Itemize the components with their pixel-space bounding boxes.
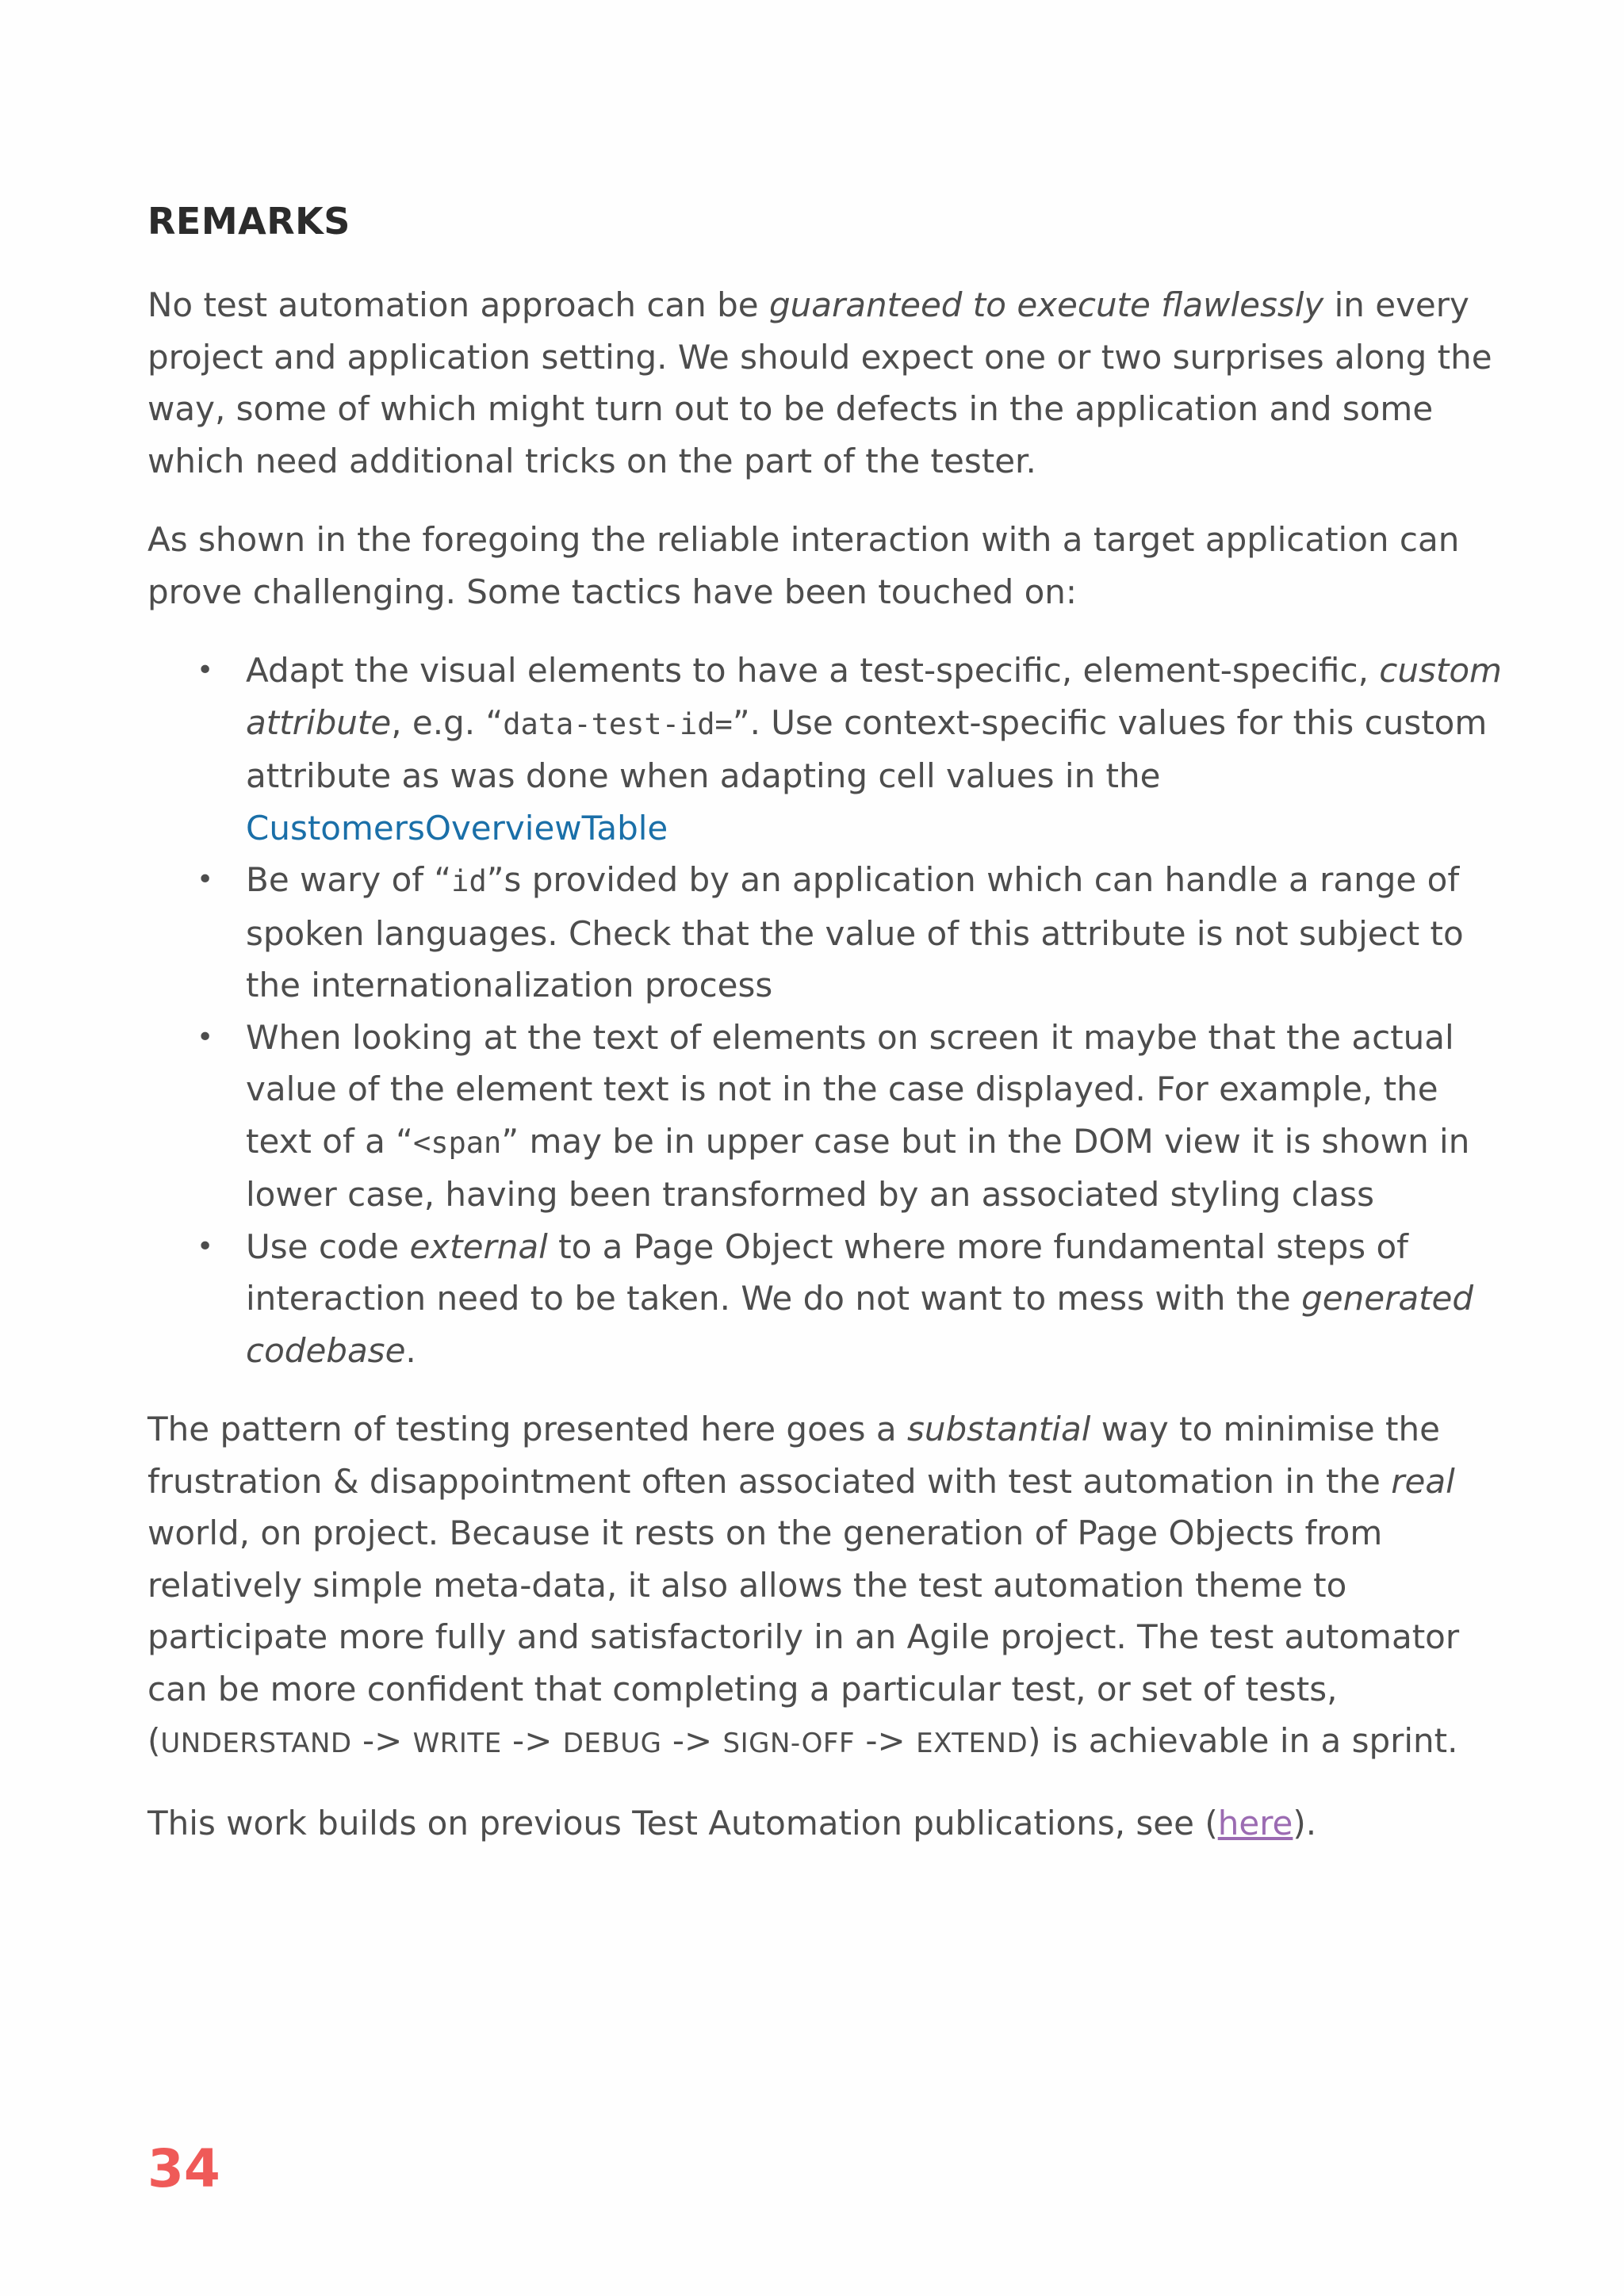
paragraph-pattern	[147, 1403, 1503, 1770]
text: to a Page Object where more fundamental steps of interaction need to be taken. We do not want to mess with the	[246, 1226, 1408, 1318]
emphasis: real	[1391, 1461, 1455, 1501]
text: , e.g. “	[391, 702, 504, 742]
step-extend: EXTEND	[916, 1728, 1028, 1759]
arrow: ->	[501, 1721, 563, 1760]
text: way to minimise the frustration & disappointment often associated with test automation in the	[147, 1410, 1440, 1501]
bullet-icon: •	[197, 654, 214, 687]
list-item	[147, 1221, 1503, 1377]
step-understand: UNDERSTAND	[160, 1728, 352, 1759]
text: No test automation approach can be	[147, 285, 769, 324]
text: This work builds on previous Test Automation publications, see (	[147, 1803, 1218, 1843]
text: ” may be in upper case but in the DOM view it is shown in lower case, having been transformed by an associated styling class	[246, 1121, 1470, 1214]
step-sign-off: SIGN-OFF	[722, 1728, 856, 1759]
publications-link[interactable]: here	[1217, 1803, 1293, 1843]
text: When looking at the text of elements on screen it maybe that the actual value of the element text is not in the case displayed. For example, the text of a “	[246, 1017, 1454, 1161]
page-content	[147, 198, 1503, 1876]
arrow: ->	[661, 1721, 723, 1760]
section-heading: REMARKS	[147, 200, 350, 243]
arrow: ->	[855, 1721, 917, 1760]
inline-code: data-test-id=	[503, 706, 733, 741]
emphasis: custom attribute	[246, 651, 1502, 742]
text: Be wary of “	[246, 860, 452, 899]
paragraph-publications	[147, 1797, 1503, 1850]
inline-code: id	[451, 864, 487, 898]
list-item	[147, 645, 1503, 854]
text: ) is achievable in a sprint.	[1028, 1721, 1458, 1760]
emphasis: generated codebase	[246, 1279, 1474, 1370]
paragraph-intro	[147, 279, 1503, 487]
emphasis: external	[409, 1226, 548, 1266]
text: ).	[1293, 1803, 1317, 1843]
text: .	[405, 1330, 416, 1370]
inline-code: <span	[412, 1125, 502, 1160]
text: ”s provided by an application which can handle a range of spoken languages. Check that the value of this attribute is not subject to the internationalization process	[246, 860, 1464, 1004]
bullet-icon: •	[197, 863, 214, 896]
text: The pattern of testing presented here goes a	[147, 1410, 907, 1448]
bullet-icon: •	[197, 1230, 214, 1263]
text: Adapt the visual elements to have a test-specific, element-specific,	[246, 651, 1380, 690]
paragraph-tactics-intro: As shown in the foregoing the reliable interaction with a target application can prove challenging. Some tactics have been touched on:	[147, 520, 1460, 611]
emphasis: guaranteed to execute flawlessly	[769, 285, 1324, 324]
page-number: 34	[147, 2138, 220, 2199]
step-write: WRITE	[412, 1728, 502, 1759]
emphasis: substantial	[906, 1410, 1091, 1448]
step-debug: DEBUG	[562, 1728, 662, 1759]
text: Use code	[246, 1226, 410, 1266]
tactics-list	[147, 645, 1503, 1376]
customers-overview-table-link[interactable]: CustomersOverviewTable	[246, 808, 668, 848]
arrow: ->	[351, 1721, 413, 1760]
text: ”. Use context-specific values for this custom attribute as was done when adapting cell values in the	[246, 702, 1488, 795]
text: world, on project. Because it rests on the generation of Page Objects from relatively simple meta-data, it also allows the test automation theme to participate more fully and satisfactorily in an Agile project. The test automator can be more confident that completing a particular test, or set of tests, (	[147, 1513, 1460, 1760]
list-item	[147, 1012, 1503, 1221]
text: in every project and application setting. We should expect one or two surprises along the way, some of which might turn out to be defects in the application and some which need additional tricks on the part of the tester.	[147, 285, 1492, 480]
bullet-icon: •	[197, 1020, 214, 1054]
list-item	[147, 854, 1503, 1012]
